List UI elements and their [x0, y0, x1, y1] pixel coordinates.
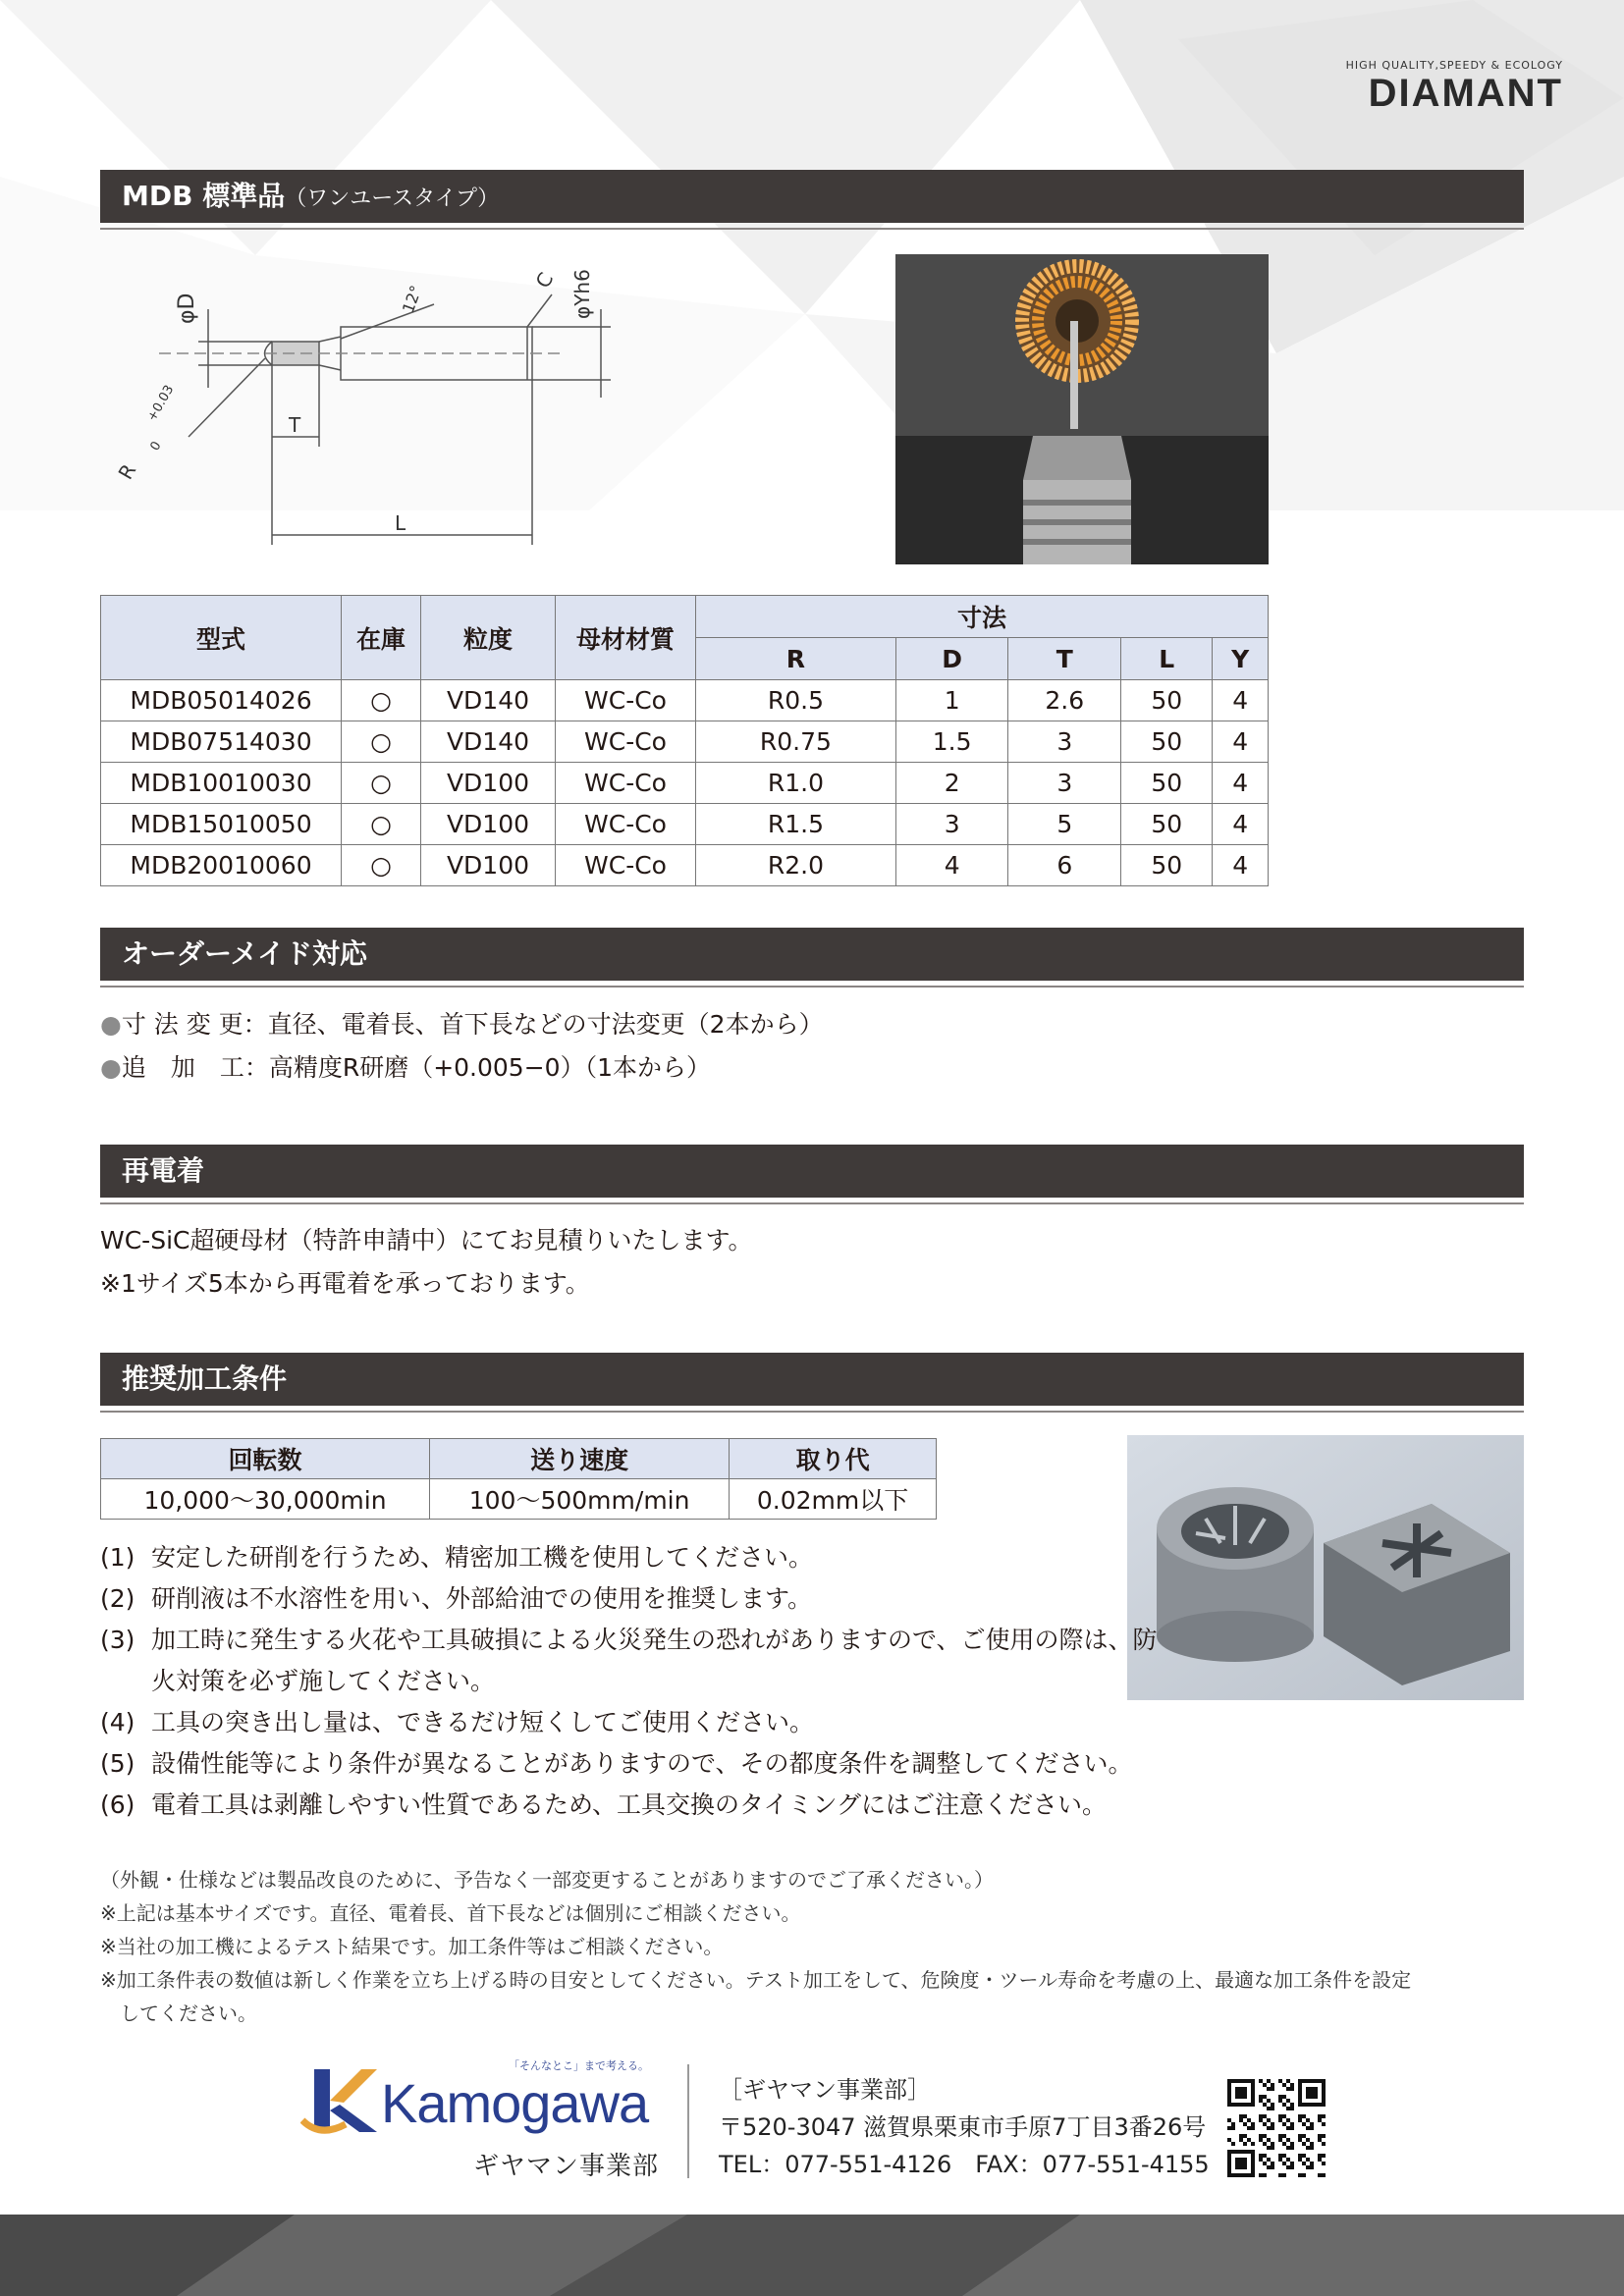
label-l: L — [395, 511, 406, 535]
table-cell: 4 — [895, 845, 1008, 886]
header-stock: 在庫 — [342, 596, 421, 680]
section-standard-header — [100, 170, 1524, 223]
note-line: してください。 — [120, 2002, 257, 2025]
header-dim-d: D — [895, 638, 1008, 680]
brand-name: DIAMANT — [1368, 72, 1563, 115]
note-line: ※当社の加工機によるテスト結果です。加工条件等はご相談ください。 — [100, 1935, 724, 1958]
brand-logo — [1346, 59, 1563, 113]
section-reelectro-title: 再電着 — [122, 1154, 205, 1187]
label-d: φD — [175, 293, 199, 324]
section-conditions-title: 推奨加工条件 — [122, 1362, 288, 1395]
conditions-list — [100, 1537, 1180, 1826]
header-dim-l: L — [1121, 638, 1213, 680]
table-cell: 3 — [1008, 763, 1121, 804]
label-c: C — [530, 268, 559, 293]
table-cell: MDB07514030 — [101, 721, 342, 763]
note-line: ※上記は基本サイズです。直径、電着長、首下長などは個別にご相談ください。 — [100, 1901, 801, 1925]
list-item-number: (2) — [100, 1584, 135, 1613]
table-cell: 1.5 — [895, 721, 1008, 763]
section-standard-title: MDB 標準品 — [122, 180, 286, 212]
list-item-text: 設備性能等により条件が異なることがありますので、その都度条件を調整してください。 — [151, 1749, 1133, 1778]
list-item — [100, 1743, 1180, 1785]
machined-parts-photo — [1127, 1435, 1524, 1700]
logo-wordmark: Kamogawa — [381, 2072, 649, 2134]
company-logo — [295, 2056, 668, 2183]
reelectro-details — [100, 1219, 752, 1306]
custom-details — [100, 1003, 824, 1090]
header-dims: 寸法 — [696, 596, 1269, 638]
table-row — [101, 1479, 937, 1520]
table-cell: VD140 — [421, 721, 556, 763]
section-reelectro-header — [100, 1145, 1524, 1198]
section-custom-header — [100, 928, 1524, 981]
header-model: 型式 — [101, 596, 342, 680]
table-cell: 50 — [1121, 845, 1213, 886]
table-cell: ○ — [342, 721, 421, 763]
table-cell: 50 — [1121, 804, 1213, 845]
table-cell: VD100 — [421, 845, 556, 886]
table-row — [101, 680, 1269, 721]
table-cell: VD140 — [421, 680, 556, 721]
table-cell: WC-Co — [556, 680, 696, 721]
table-cell: VD100 — [421, 804, 556, 845]
table-cell: VD100 — [421, 763, 556, 804]
custom-line-dimension: ●寸 法 変 更：直径、電着長、首下長などの寸法変更（2本から） — [100, 1010, 824, 1039]
list-item-text: 研削液は不水溶性を用い、外部給油での使用を推奨します。 — [151, 1584, 813, 1613]
bullet-icon: ● — [100, 1053, 122, 1082]
bullet-icon: ● — [100, 1010, 122, 1039]
reelectro-line-1: WC-SiC超硬母材（特許申請中）にてお見積りいたします。 — [100, 1226, 753, 1255]
header-material: 母材材質 — [556, 596, 696, 680]
table-cell: 1 — [895, 680, 1008, 721]
table-row — [101, 804, 1269, 845]
table-cell: R1.0 — [696, 763, 896, 804]
list-item-number: (3) — [100, 1626, 135, 1654]
list-item-text: 工具の突き出し量は、できるだけ短くしてご使用ください。 — [151, 1708, 815, 1736]
label-angle: 12° — [398, 283, 426, 316]
label-r: R — [113, 459, 141, 484]
table-cell: R0.75 — [696, 721, 896, 763]
table-cell: MDB15010050 — [101, 804, 342, 845]
table-cell: 4 — [1213, 763, 1269, 804]
footer-divider — [687, 2064, 689, 2178]
label-yh6: φYh6 — [570, 269, 594, 319]
table-cell: WC-Co — [556, 845, 696, 886]
contact-title: ［ギヤマン事業部］ — [719, 2076, 931, 2104]
brand-tagline: HIGH QUALITY,SPEEDY & ECOLOGY — [1345, 59, 1563, 72]
table-cell: 4 — [1213, 804, 1269, 845]
list-item-text: 加工時に発生する火花や工具破損による火災発生の恐れがありますので、ご使用の際は、防火対策を必ず施してください。 — [151, 1626, 1158, 1695]
table-cell: 3 — [1008, 721, 1121, 763]
conditions-table — [100, 1438, 937, 1520]
table-cell: 50 — [1121, 721, 1213, 763]
cond-header-speed: 回転数 — [101, 1439, 430, 1479]
list-item-text: 安定した研削を行うため、精密加工機を使用してください。 — [151, 1543, 814, 1572]
section-custom-title: オーダーメイド対応 — [122, 937, 368, 970]
table-cell: 4 — [1213, 680, 1269, 721]
contact-info — [719, 2071, 1210, 2183]
spec-table — [100, 595, 1269, 886]
header-grit: 粒度 — [421, 596, 556, 680]
division-name: ギヤマン事業部 — [473, 2152, 660, 2181]
cond-header-feed: 送り速度 — [430, 1439, 730, 1479]
table-cell: ○ — [342, 845, 421, 886]
cond-feed-value: 100〜500mm/min — [430, 1479, 730, 1520]
qr-code-icon[interactable] — [1227, 2079, 1326, 2177]
label-tol-plus: +0.03 — [144, 382, 178, 424]
table-cell: R0.5 — [696, 680, 896, 721]
cond-stock-value: 0.02mm以下 — [730, 1479, 937, 1520]
section-standard-subtitle: （ワンユースタイプ） — [285, 187, 500, 211]
header-dim-r: R — [696, 638, 896, 680]
contact-address: 〒520-3047 滋賀県栗東市手原7丁目3番26号 — [719, 2113, 1207, 2141]
table-cell: MDB05014026 — [101, 680, 342, 721]
table-cell: ○ — [342, 680, 421, 721]
label-t: T — [289, 413, 301, 437]
notes-block — [100, 1863, 1534, 2030]
cond-speed-value: 10,000〜30,000min — [101, 1479, 430, 1520]
cond-header-stock: 取り代 — [730, 1439, 937, 1479]
table-cell: 6 — [1008, 845, 1121, 886]
table-cell: 50 — [1121, 763, 1213, 804]
table-cell: R1.5 — [696, 804, 896, 845]
note-line: ※加工条件表の数値は新しく作業を立ち上げる時の目安としてください。テスト加工をして、危険度・ツール寿命を考慮の上、最適な加工条件を設定 — [100, 1968, 1412, 1992]
label-tol-zero: 0 — [147, 439, 165, 454]
list-item-number: (5) — [100, 1749, 135, 1778]
list-item — [100, 1702, 1180, 1743]
reelectro-line-2: ※1サイズ5本から再電着を承っております。 — [100, 1269, 590, 1298]
contact-phone: TEL：077-551-4126 FAX：077-551-4155 — [719, 2151, 1210, 2178]
footer-band — [0, 2215, 1624, 2296]
tool-dimension-drawing — [100, 250, 689, 574]
section-conditions-header — [100, 1353, 1524, 1406]
table-row — [101, 845, 1269, 886]
list-item-text: 電着工具は剥離しやすい性質であるため、工具交換のタイミングにはご注意ください。 — [151, 1790, 1108, 1819]
table-row — [101, 721, 1269, 763]
tool-in-use-photo — [895, 254, 1269, 564]
logo-tagline: 「そんなとこ」まで考える。 — [509, 2059, 649, 2072]
table-cell: WC-Co — [556, 721, 696, 763]
header-dim-y: Y — [1213, 638, 1269, 680]
list-item — [100, 1537, 1180, 1578]
table-cell: 3 — [895, 804, 1008, 845]
list-item — [100, 1620, 1180, 1702]
table-cell: 2.6 — [1008, 680, 1121, 721]
list-item — [100, 1578, 1180, 1620]
table-cell: ○ — [342, 804, 421, 845]
table-cell: WC-Co — [556, 804, 696, 845]
list-item-number: (1) — [100, 1543, 135, 1572]
table-cell: 50 — [1121, 680, 1213, 721]
list-item-number: (4) — [100, 1708, 135, 1736]
header-dim-t: T — [1008, 638, 1121, 680]
table-cell: WC-Co — [556, 763, 696, 804]
table-cell: R2.0 — [696, 845, 896, 886]
table-cell: MDB10010030 — [101, 763, 342, 804]
list-item — [100, 1785, 1180, 1826]
table-cell: 4 — [1213, 845, 1269, 886]
table-cell: 2 — [895, 763, 1008, 804]
table-row — [101, 763, 1269, 804]
table-cell: 5 — [1008, 804, 1121, 845]
note-line: （外観・仕様などは製品改良のために、予告なく一部変更することがありますのでご了承ください。） — [100, 1868, 994, 1892]
list-item-number: (6) — [100, 1790, 135, 1819]
kamogawa-k-icon — [300, 2061, 379, 2140]
custom-line-extra: ●追 加 工：高精度R研磨（+0.005−0）（1本から） — [100, 1053, 711, 1082]
table-cell: MDB20010060 — [101, 845, 342, 886]
table-cell: 4 — [1213, 721, 1269, 763]
table-cell: ○ — [342, 763, 421, 804]
